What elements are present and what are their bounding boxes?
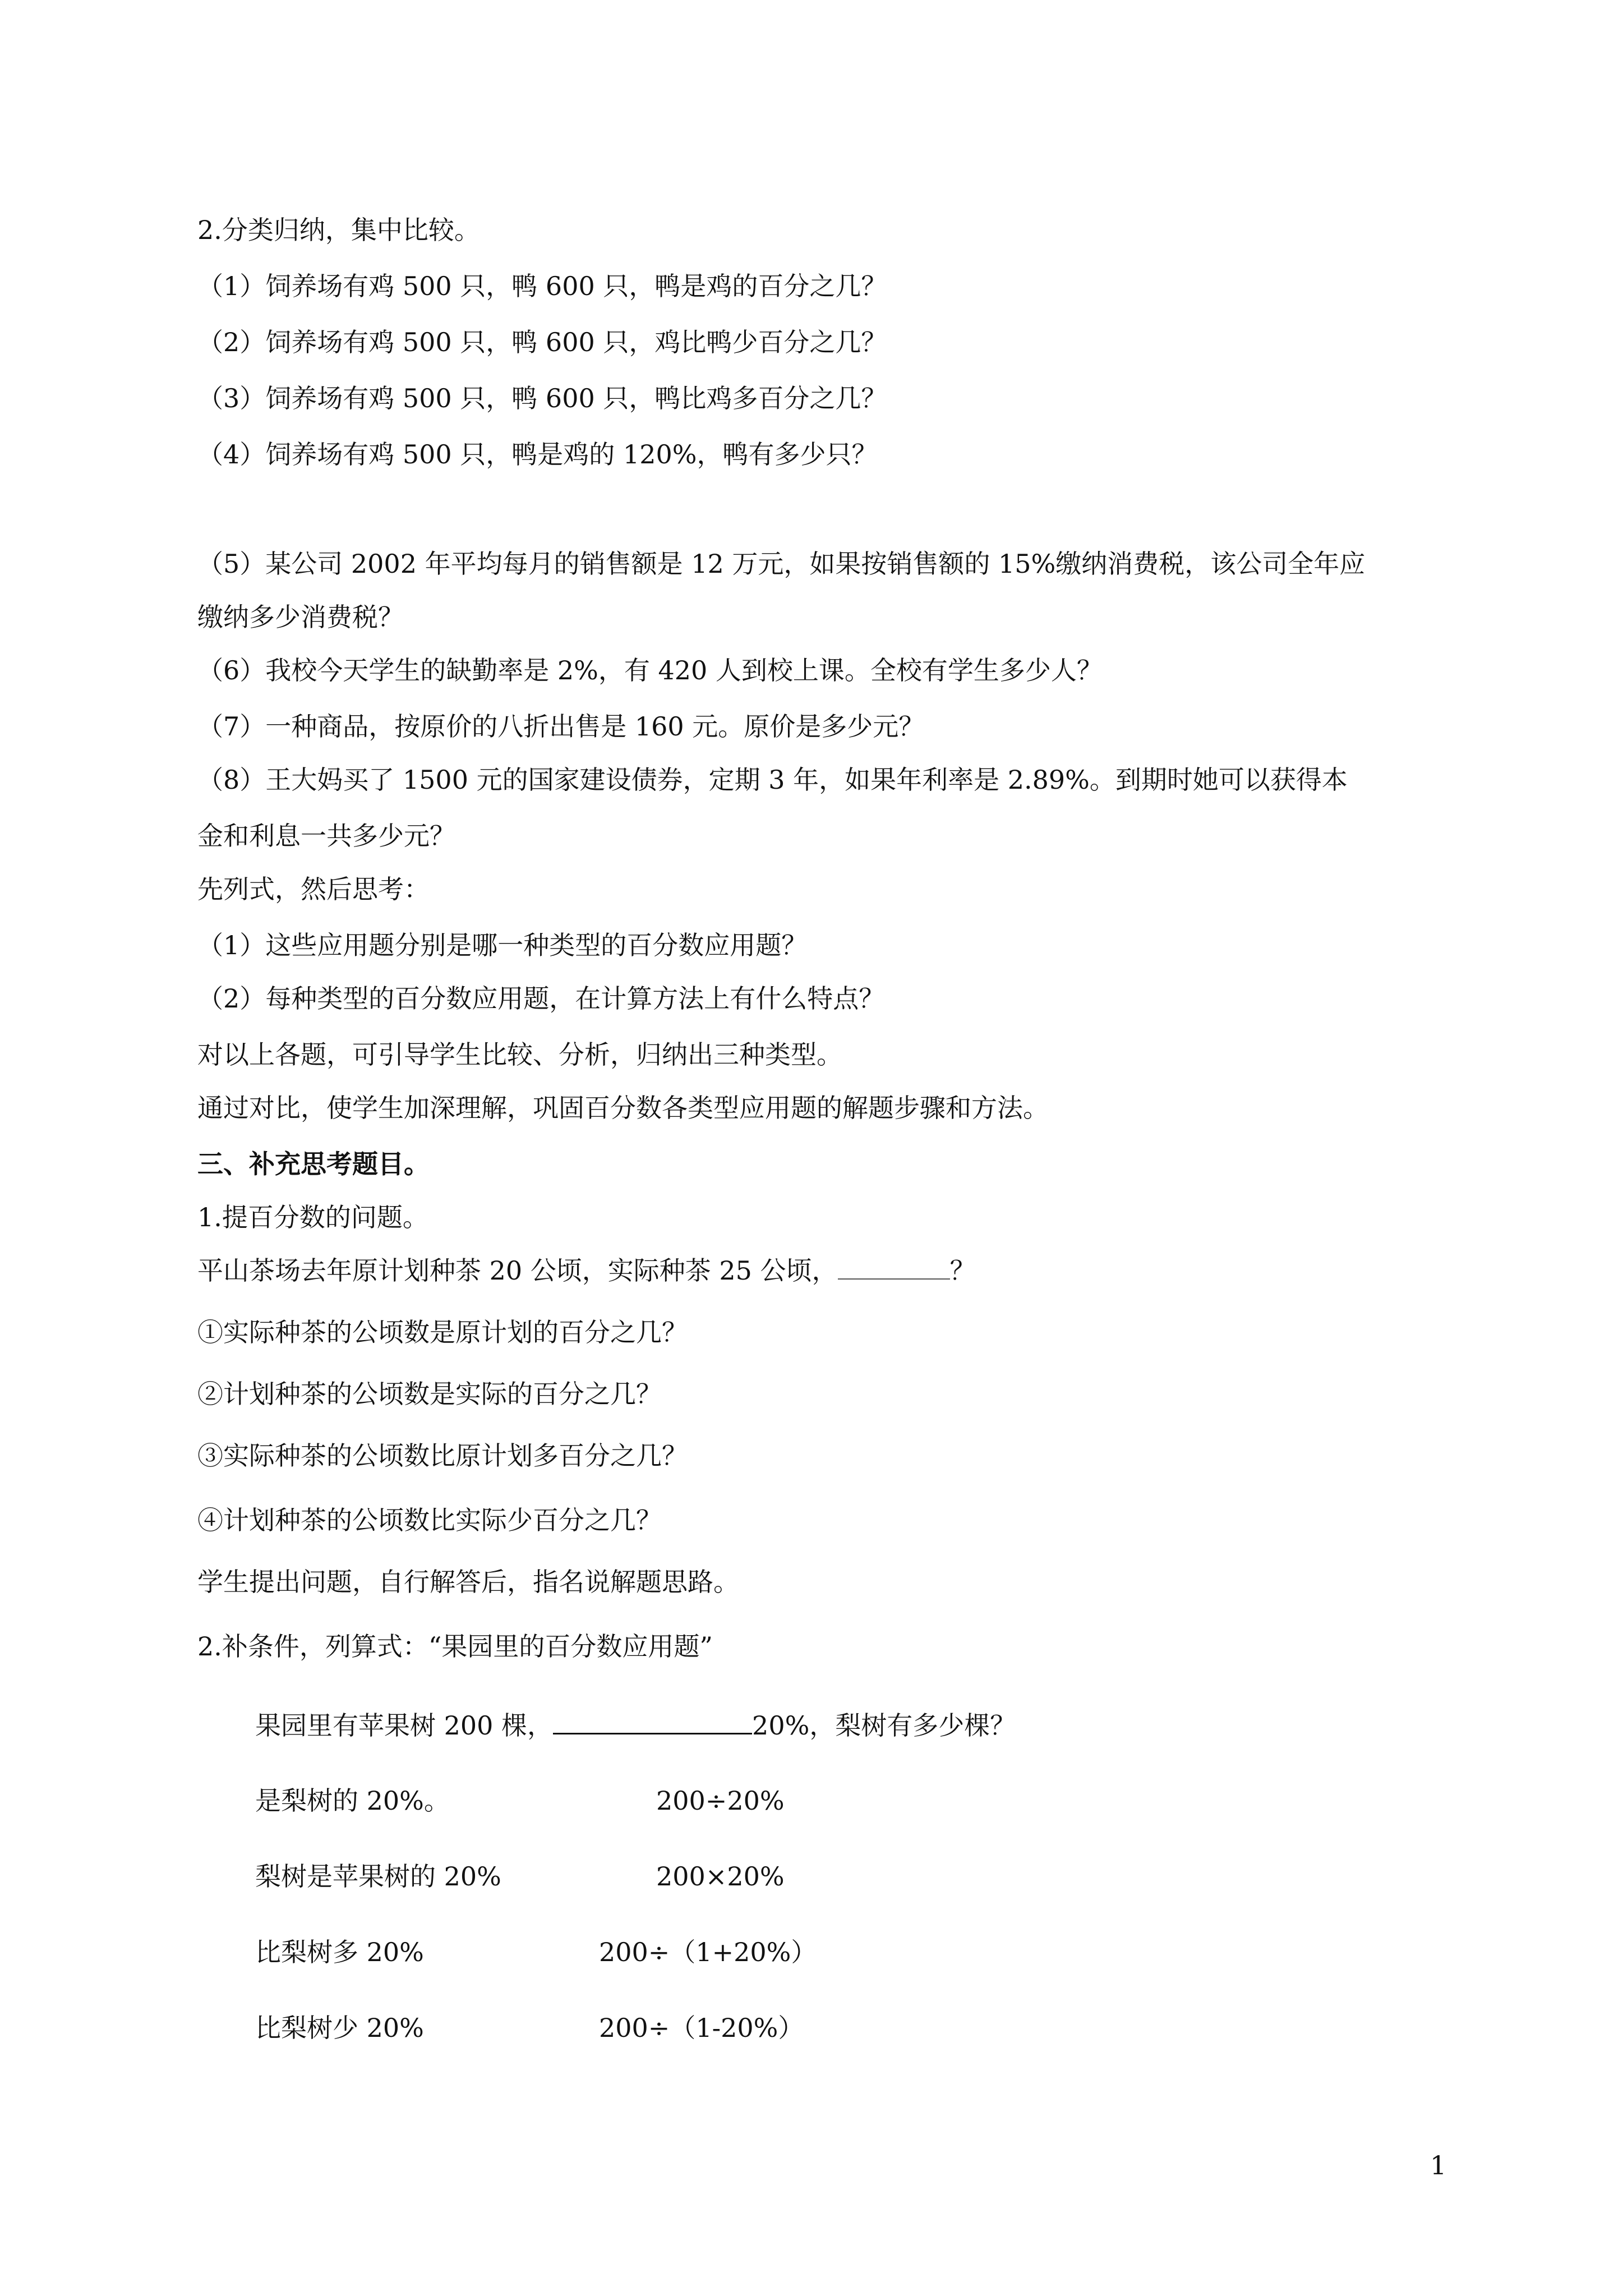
question-1: （1）饲养场有鸡 500 只，鸭 600 只，鸭是鸡的百分之几？ (197, 271, 887, 301)
section-heading: 2.分类归纳，集中比较。 (197, 215, 480, 245)
tea-problem-text: 平山茶场去年原计划种茶 20 公顷，实际种茶 25 公顷， (197, 1255, 838, 1286)
question-3: （3）饲养场有鸡 500 只，鸭 600 只，鸭比鸡多百分之几？ (197, 383, 887, 413)
condition-text: 比梨树多 20% (255, 1937, 424, 1967)
condition-blank[interactable] (553, 1708, 752, 1734)
question-7: （7）一种商品，按原价的八折出售是 160 元。原价是多少元？ (197, 711, 925, 742)
subsection-heading-1: 1.提百分数的问题。 (197, 1202, 428, 1232)
subsection-heading-2: 2.补条件，列算式：“果园里的百分数应用题” (197, 1631, 713, 1662)
condition-row (255, 1860, 501, 1893)
option-4: ④计划种茶的公顷数比实际少百分之几？ (197, 1505, 662, 1535)
condition-row (255, 1784, 450, 1818)
question-8-line-2: 金和利息一共多少元？ (197, 821, 455, 851)
question-5-line-1: （5）某公司 2002 年平均每月的销售额是 12 万元，如果按销售额的 15%缴纳消费税，该公司全年应 (197, 549, 1366, 579)
condition-row (255, 1935, 424, 1969)
think-intro: 先列式，然后思考： (197, 874, 430, 904)
formula-text: 200÷（1+20%） (599, 1937, 817, 1967)
question-8-line-1: （8）王大妈买了 1500 元的国家建设债券，定期 3 年，如果年利率是 2.89%。到期时她可以获得本 (197, 765, 1348, 795)
condition-text: 比梨树少 20% (255, 2013, 424, 2043)
subsection-note: 学生提出问题，自行解答后，指名说解题思路。 (197, 1567, 739, 1597)
question-2: （2）饲养场有鸡 500 只，鸭 600 只，鸡比鸭少百分之几？ (197, 327, 887, 357)
think-question-1: （1）这些应用题分别是哪一种类型的百分数应用题？ (197, 930, 808, 960)
question-4: （4）饲养场有鸡 500 只，鸭是鸡的 120%，鸭有多少只？ (197, 439, 878, 470)
condition-text: 是梨树的 20%。 (255, 1786, 450, 1816)
tea-problem-end: ？ (949, 1255, 976, 1286)
section-heading-3: 三、补充思考题目。 (197, 1149, 430, 1179)
option-2: ②计划种茶的公顷数是实际的百分之几？ (197, 1379, 662, 1409)
formula-text: 200÷20% (656, 1786, 785, 1816)
orchard-problem-end: 20%，梨树有多少棵？ (752, 1710, 1016, 1741)
orchard-problem-stem (255, 1708, 1016, 1742)
question-5-line-2: 缴纳多少消费税？ (197, 602, 404, 632)
option-3: ③实际种茶的公顷数比原计划多百分之几？ (197, 1441, 688, 1471)
think-question-2: （2）每种类型的百分数应用题，在计算方法上有什么特点？ (197, 983, 885, 1014)
formula-text: 200×20% (656, 1861, 785, 1892)
teaching-note-1: 对以上各题，可引导学生比较、分析，归纳出三种类型。 (197, 1039, 842, 1070)
option-1: ①实际种茶的公顷数是原计划的百分之几？ (197, 1317, 688, 1347)
question-6: （6）我校今天学生的缺勤率是 2%，有 420 人到校上课。全校有学生多少人？ (197, 655, 1103, 685)
formula-text: 200÷（1-20%） (599, 2013, 804, 2043)
condition-text: 梨树是苹果树的 20% (255, 1861, 501, 1892)
page-number: 1 (1430, 2150, 1447, 2180)
answer-blank[interactable] (838, 1254, 950, 1280)
teaching-note-2: 通过对比，使学生加深理解，巩固百分数各类型应用题的解题步骤和方法。 (197, 1093, 1049, 1123)
orchard-problem-text: 果园里有苹果树 200 棵， (255, 1710, 554, 1741)
tea-problem-stem (197, 1254, 976, 1287)
condition-row (255, 2011, 424, 2045)
